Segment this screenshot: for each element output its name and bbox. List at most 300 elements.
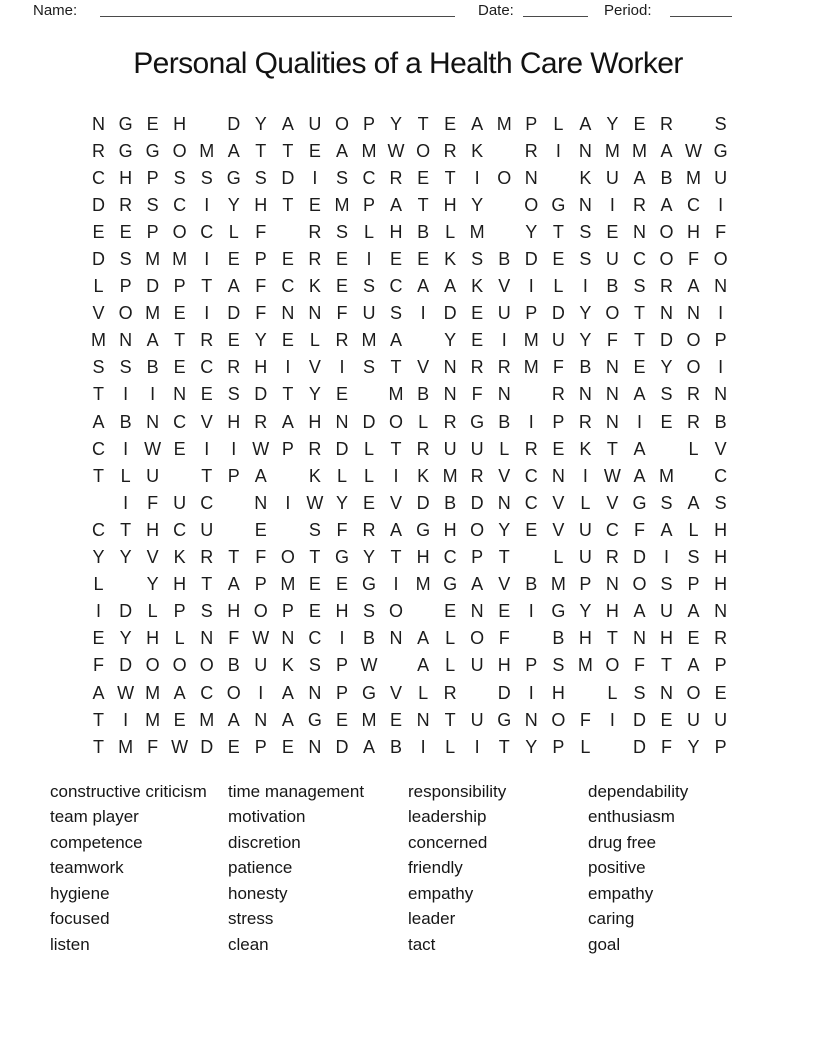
grid-cell: B (362, 628, 375, 649)
grid-cell: V (390, 682, 403, 703)
grid-cell: V (606, 492, 619, 513)
grid-cell: A (227, 574, 240, 595)
grid-cell: M (686, 167, 702, 188)
grid-cell: C (92, 438, 106, 459)
grid-cell: F (93, 655, 105, 676)
grid-cell: B (660, 167, 673, 188)
grid-cell: E (92, 221, 105, 242)
grid-cell: R (227, 357, 241, 378)
grid-cell: T (93, 736, 105, 757)
grid-cell: U (605, 167, 619, 188)
grid-cell: D (92, 194, 106, 215)
grid-cell: D (227, 113, 241, 134)
grid-cell: D (632, 736, 646, 757)
grid-cell: O (389, 601, 404, 622)
grid-cell: I (312, 167, 318, 188)
grid-cell: F (471, 384, 483, 405)
grid-cell: N (173, 384, 187, 405)
grid-cell: N (281, 628, 295, 649)
grid-cell: D (200, 736, 214, 757)
grid-cell: R (335, 330, 349, 351)
grid-cell: N (281, 303, 295, 324)
grid-cell: A (281, 709, 294, 730)
word-list-item: enthusiasm (588, 807, 675, 827)
grid-cell (274, 218, 301, 245)
grid-cell: D (470, 492, 484, 513)
grid-cell: G (226, 167, 241, 188)
grid-cell: E (660, 411, 673, 432)
word-list-item: empathy (588, 883, 654, 903)
grid-cell: S (146, 194, 159, 215)
grid-cell: E (281, 330, 294, 351)
grid-cell: A (660, 140, 673, 161)
grid-cell: I (96, 601, 102, 622)
grid-cell: T (228, 547, 240, 568)
grid-cell: D (254, 384, 268, 405)
grid-cell: P (471, 547, 484, 568)
grid-cell: L (336, 465, 347, 486)
word-list-item: motivation (228, 807, 306, 827)
grid-cell: P (552, 736, 565, 757)
grid-cell: H (416, 547, 430, 568)
word-list-item: drug free (588, 832, 657, 852)
grid-cell: R (632, 194, 646, 215)
grid-cell: R (687, 384, 701, 405)
grid-cell: A (444, 276, 457, 297)
grid-cell: A (417, 655, 430, 676)
grid-cell: L (580, 736, 591, 757)
grid-cell: E (227, 330, 240, 351)
grid-cell: Y (444, 330, 457, 351)
grid-cell: H (254, 194, 268, 215)
grid-cell: B (390, 736, 403, 757)
grid-cell: L (93, 276, 104, 297)
grid-cell: C (200, 221, 214, 242)
grid-cell: S (119, 357, 132, 378)
grid-cell: G (145, 140, 160, 161)
grid-cell: I (123, 438, 129, 459)
grid-cell: S (308, 655, 321, 676)
grid-cell: U (146, 465, 160, 486)
grid-cell: M (415, 574, 431, 595)
grid-cell: P (362, 113, 375, 134)
grid-cell: A (227, 709, 240, 730)
grid-cell: E (335, 249, 348, 270)
grid-cell: F (336, 303, 348, 324)
grid-cell: Y (579, 303, 592, 324)
grid-cell: S (633, 276, 646, 297)
grid-cell: E (254, 519, 267, 540)
grid-cell: W (171, 736, 189, 757)
grid-cell: R (687, 411, 701, 432)
grid-cell: H (227, 601, 241, 622)
grid-cell: N (551, 465, 565, 486)
grid-cell: F (255, 303, 267, 324)
grid-cell: S (660, 384, 673, 405)
grid-cell: T (282, 140, 294, 161)
grid-cell: P (254, 736, 267, 757)
grid-cell: V (714, 438, 727, 459)
grid-cell: M (172, 249, 188, 270)
grid-cell: Y (390, 113, 403, 134)
grid-cell (491, 137, 518, 164)
grid-cell: N (497, 492, 511, 513)
grid-cell: O (226, 682, 241, 703)
grid-cell: S (308, 519, 321, 540)
grid-cell: I (555, 140, 561, 161)
grid-cell: R (308, 221, 322, 242)
grid-cell: R (200, 330, 214, 351)
grid-cell: S (200, 601, 213, 622)
grid-cell: E (362, 492, 375, 513)
grid-cell: P (525, 655, 538, 676)
grid-cell: N (524, 709, 538, 730)
grid-cell: I (718, 303, 724, 324)
grid-cell: B (525, 574, 538, 595)
grid-cell: M (145, 249, 161, 270)
grid-cell: M (361, 140, 377, 161)
grid-cell: I (474, 167, 480, 188)
grid-cell: L (580, 492, 591, 513)
grid-cell: A (633, 167, 646, 188)
grid-cell: P (714, 655, 727, 676)
grid-cell: A (579, 113, 592, 134)
grid-cell: E (281, 736, 294, 757)
word-list-item: discretion (228, 832, 301, 852)
grid-cell: Y (335, 492, 348, 513)
grid-cell: A (390, 330, 403, 351)
grid-cell: A (417, 276, 430, 297)
grid-cell: A (281, 682, 294, 703)
grid-cell: L (93, 574, 104, 595)
word-list-item: patience (228, 858, 293, 878)
grid-cell: T (93, 384, 105, 405)
grid-cell: O (713, 249, 728, 270)
grid-cell: T (120, 519, 132, 540)
grid-cell: T (633, 330, 645, 351)
grid-cell: U (578, 519, 592, 540)
grid-cell: N (119, 330, 133, 351)
grid-cell (220, 516, 247, 543)
grid-cell: M (361, 330, 377, 351)
grid-cell: L (309, 330, 320, 351)
grid-cell: A (687, 655, 700, 676)
grid-cell: E (308, 140, 321, 161)
grid-cell: I (474, 736, 480, 757)
grid-cell: G (497, 709, 512, 730)
word-list-item: tact (408, 934, 436, 954)
grid-cell: K (308, 465, 321, 486)
grid-cell: M (145, 303, 161, 324)
word-list-item: goal (588, 934, 621, 954)
grid-cell: E (417, 249, 430, 270)
grid-cell: E (714, 682, 727, 703)
grid-cell: G (361, 682, 376, 703)
grid-cell: L (688, 519, 699, 540)
grid-cell: G (713, 140, 728, 161)
grid-cell (491, 218, 518, 245)
grid-cell (220, 489, 247, 516)
grid-cell: W (360, 655, 378, 676)
grid-cell: C (605, 519, 619, 540)
grid-cell: S (335, 167, 348, 188)
grid-cell: R (308, 249, 322, 270)
grid-cell: U (200, 519, 214, 540)
grid-cell: W (387, 140, 405, 161)
grid-cell: U (714, 709, 728, 730)
grid-cell: D (335, 736, 349, 757)
grid-cell: Y (308, 384, 321, 405)
grid-cell: T (661, 655, 672, 676)
grid-cell: S (714, 113, 727, 134)
grid-cell: S (714, 492, 727, 513)
grid-cell: I (528, 601, 534, 622)
grid-cell: C (389, 276, 403, 297)
grid-cell: G (443, 574, 458, 595)
grid-cell: G (416, 519, 431, 540)
grid-cell: Y (119, 628, 132, 649)
grid-cell: D (524, 249, 538, 270)
grid-cell: N (335, 411, 349, 432)
grid-cell: D (551, 303, 565, 324)
grid-cell: E (552, 438, 565, 459)
grid-cell (680, 110, 707, 137)
grid-cell: R (551, 384, 565, 405)
grid-cell: D (362, 411, 376, 432)
word-list-column-4 (588, 779, 688, 957)
grid-cell: I (528, 411, 534, 432)
grid-cell: P (714, 330, 727, 351)
grid-cell: G (551, 194, 566, 215)
word-list-item: positive (588, 858, 646, 878)
grid-cell (410, 327, 437, 354)
grid-cell: I (204, 438, 210, 459)
grid-cell: D (416, 492, 430, 513)
grid-cell: V (417, 357, 430, 378)
grid-cell: R (470, 465, 484, 486)
grid-cell: N (660, 303, 673, 324)
grid-cell (572, 679, 599, 706)
grid-cell: T (498, 547, 510, 568)
grid-cell: M (280, 574, 296, 595)
grid-cell: E (227, 249, 240, 270)
grid-cell (464, 679, 491, 706)
grid-cell: F (336, 519, 348, 540)
grid-cell: F (633, 655, 645, 676)
grid-cell: L (688, 438, 699, 459)
grid-cell: V (552, 492, 565, 513)
grid-cell: R (119, 194, 133, 215)
grid-cell: M (469, 221, 485, 242)
grid-cell: H (146, 628, 160, 649)
grid-cell: N (714, 384, 728, 405)
grid-cell (545, 164, 572, 191)
grid-cell: A (146, 330, 159, 351)
grid-cell: N (308, 736, 322, 757)
word-list-item: empathy (408, 883, 474, 903)
grid-cell (85, 489, 112, 516)
grid-cell: T (444, 167, 456, 188)
grid-cell: U (254, 655, 268, 676)
grid-cell: V (146, 547, 159, 568)
grid-cell: N (578, 384, 592, 405)
grid-cell: R (308, 438, 322, 459)
grid-cell: A (687, 601, 700, 622)
grid-cell: L (445, 628, 456, 649)
grid-cell: E (444, 601, 457, 622)
grid-cell: F (715, 221, 727, 242)
grid-cell: L (607, 682, 618, 703)
grid-cell: E (335, 384, 348, 405)
grid-cell: M (577, 655, 593, 676)
grid-cell: S (362, 601, 375, 622)
grid-cell: O (470, 519, 485, 540)
grid-cell: O (334, 113, 349, 134)
word-list-item: constructive criticism (50, 782, 207, 801)
grid-cell: O (659, 249, 674, 270)
grid-cell: V (200, 411, 213, 432)
grid-cell: U (551, 330, 565, 351)
word-list-item: focused (50, 909, 110, 929)
grid-cell: H (119, 167, 133, 188)
grid-cell: H (254, 357, 268, 378)
grid-cell: E (687, 628, 700, 649)
grid-cell: G (632, 492, 647, 513)
grid-cell: P (335, 655, 348, 676)
grid-cell: D (497, 682, 511, 703)
grid-cell: M (361, 709, 377, 730)
grid-cell: V (390, 492, 403, 513)
grid-cell (383, 652, 410, 679)
grid-cell: S (390, 303, 403, 324)
grid-cell: B (579, 357, 592, 378)
period-label: Period: (604, 2, 652, 19)
grid-cell: C (632, 249, 646, 270)
grid-cell: C (281, 276, 295, 297)
grid-cell: G (361, 574, 376, 595)
grid-cell: V (308, 357, 321, 378)
grid-cell: I (285, 357, 291, 378)
grid-cell: R (443, 682, 457, 703)
grid-cell (491, 191, 518, 218)
grid-cell: U (578, 547, 592, 568)
date-label: Date: (478, 2, 514, 19)
grid-cell: P (687, 574, 700, 595)
grid-cell: I (204, 249, 210, 270)
grid-cell: C (173, 519, 187, 540)
grid-cell: H (308, 411, 322, 432)
grid-cell: E (471, 303, 484, 324)
grid-cell: U (470, 655, 484, 676)
grid-cell: S (200, 167, 213, 188)
grid-cell: F (255, 221, 267, 242)
grid-cell: C (173, 411, 187, 432)
grid-cell: N (497, 384, 511, 405)
word-list-item: honesty (228, 883, 288, 903)
grid-cell: B (714, 411, 727, 432)
page-title: Personal Qualities of a Health Care Worker (133, 47, 683, 80)
grid-cell: V (92, 303, 105, 324)
grid-cell: S (92, 357, 105, 378)
grid-cell: O (686, 357, 701, 378)
grid-cell: R (470, 357, 484, 378)
grid-cell: D (227, 303, 241, 324)
grid-cell: S (579, 221, 592, 242)
grid-cell: E (335, 709, 348, 730)
grid-cell: E (498, 601, 511, 622)
grid-cell: M (442, 465, 458, 486)
grid-cell: O (686, 330, 701, 351)
grid-cell: N (605, 411, 619, 432)
grid-cell: F (255, 276, 267, 297)
grid-cell: H (227, 411, 241, 432)
grid-cell: M (659, 465, 674, 486)
grid-cell: E (227, 736, 240, 757)
grid-cell: N (416, 709, 430, 730)
grid-cell: P (525, 113, 538, 134)
word-list-item: team player (50, 807, 139, 827)
grid-cell: K (444, 249, 457, 270)
grid-cell: T (309, 547, 321, 568)
grid-cell: M (631, 140, 647, 161)
grid-cell: E (173, 303, 186, 324)
grid-cell: I (393, 574, 399, 595)
grid-cell (653, 435, 680, 462)
word-list-column-3 (408, 779, 506, 957)
grid-cell: S (254, 167, 267, 188)
grid-cell: T (417, 113, 429, 134)
grid-cell: S (579, 249, 592, 270)
grid-cell: G (470, 411, 485, 432)
grid-cell: E (390, 249, 403, 270)
grid-cell: K (579, 438, 592, 459)
grid-cell: G (334, 547, 349, 568)
grid-cell: T (201, 574, 213, 595)
grid-cell: M (523, 330, 539, 351)
grid-cell: C (200, 357, 214, 378)
grid-cell: E (308, 194, 321, 215)
grid-cell: H (605, 601, 619, 622)
grid-cell: O (172, 140, 187, 161)
grid-cell: M (91, 330, 107, 351)
period-blank-line (670, 0, 732, 17)
grid-cell (518, 544, 545, 571)
grid-cell: P (552, 411, 565, 432)
date-blank-line (523, 0, 588, 17)
grid-cell: B (417, 221, 430, 242)
grid-cell: D (119, 655, 133, 676)
grid-cell: B (119, 411, 132, 432)
grid-cell: F (688, 249, 700, 270)
grid-cell (680, 462, 707, 489)
grid-cell: C (687, 194, 701, 215)
grid-cell: M (334, 194, 350, 215)
grid-cell: S (362, 276, 375, 297)
grid-cell: D (92, 249, 106, 270)
grid-cell: E (308, 574, 321, 595)
grid-cell: R (362, 519, 376, 540)
grid-cell: C (92, 167, 106, 188)
grid-cell: U (362, 303, 376, 324)
grid-cell: E (92, 628, 105, 649)
grid-cell: L (363, 465, 374, 486)
grid-cell: H (687, 221, 701, 242)
word-list-item: concerned (408, 832, 488, 852)
grid-cell: H (335, 601, 349, 622)
grid-cell: S (471, 249, 484, 270)
grid-cell: I (664, 547, 670, 568)
grid-cell: A (633, 384, 646, 405)
